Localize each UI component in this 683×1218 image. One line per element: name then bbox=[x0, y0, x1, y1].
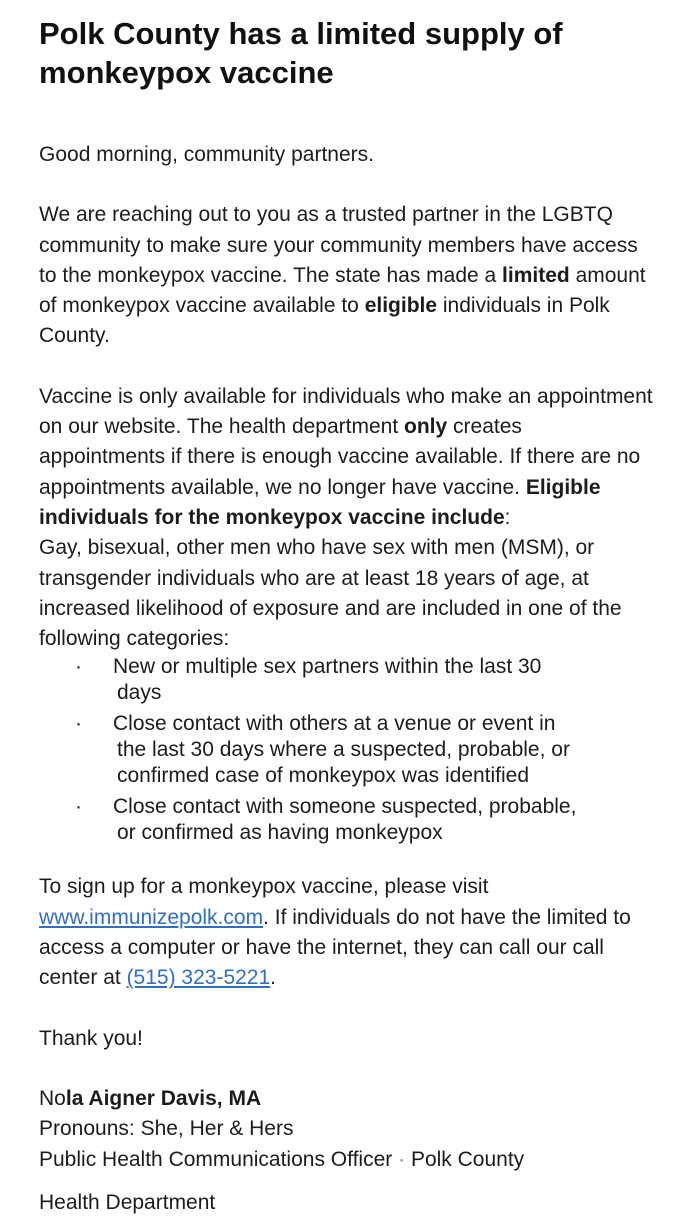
signature-name-bold: la Aigner Davis, MA bbox=[65, 1086, 262, 1110]
eligibility-colon: : bbox=[504, 505, 511, 529]
eligibility-bold-only: only bbox=[404, 415, 448, 439]
closing: Thank you! bbox=[39, 1026, 143, 1050]
email-title: Polk County has a limited supply of monkeypox vaccine bbox=[39, 16, 563, 90]
signup-text-2: . If individuals do not have the limited to access a computer or have the internet, they can call our call center at bbox=[39, 905, 631, 990]
list-item-line2: days bbox=[117, 681, 162, 705]
signature-name bbox=[39, 1084, 653, 1114]
signature-role: Public Health Communications Officer bbox=[39, 1147, 393, 1171]
eligibility-paragraph bbox=[39, 382, 653, 655]
intro-text-1: We are reaching out to you as a trusted partner in the LGBTQ community to make sure your community members have access to the monkeypox vaccine. The state has made a bbox=[39, 203, 638, 287]
intro-text-3: individuals in Polk County. bbox=[39, 294, 610, 348]
intro-bold-limited: limited bbox=[502, 263, 570, 287]
phone-link[interactable]: (515) 323-5221 bbox=[126, 966, 271, 990]
eligibility-criteria: Gay, bisexual, other men who have sex with men (MSM), or transgender individuals who are at least 18 years of age, at increased likelihood of exposure and are included in one of the following categories: bbox=[39, 536, 622, 651]
list-item-line1: Close contact with others at a venue or event in bbox=[113, 712, 556, 736]
greeting: Good morning, community partners. bbox=[39, 143, 374, 166]
website-link[interactable]: www.immunizepolk.com bbox=[39, 905, 264, 929]
intro-text-2: amount of monkeypox vaccine available to bbox=[39, 263, 646, 318]
eligibility-list bbox=[39, 654, 653, 846]
signup-paragraph bbox=[39, 872, 653, 993]
bullet-glyph: · bbox=[75, 655, 82, 679]
signature-cut-line: Health Department bbox=[39, 1191, 216, 1214]
signature-pronouns: Pronouns: She, Her & Hers bbox=[39, 1117, 294, 1141]
signup-text-1: To sign up for a monkeypox vaccine, please visit bbox=[39, 875, 489, 899]
list-item-line2: or confirmed as having monkeypox bbox=[117, 821, 443, 845]
signature-separator: · bbox=[398, 1147, 406, 1171]
signature-block bbox=[39, 1084, 653, 1175]
eligibility-bold-heading: Eligible individuals for the monkeypox vaccine include bbox=[39, 475, 601, 529]
bullet-glyph: · bbox=[75, 712, 82, 736]
list-item-line1: Close contact with someone suspected, probable, bbox=[113, 795, 577, 819]
bullet-glyph: · bbox=[75, 795, 82, 819]
list-item bbox=[39, 711, 653, 789]
intro-bold-eligible: eligible bbox=[364, 294, 438, 318]
list-item bbox=[39, 654, 653, 706]
list-item bbox=[39, 794, 653, 846]
signature-name-plain: No bbox=[39, 1086, 66, 1110]
signature-org: Polk County bbox=[410, 1147, 525, 1171]
eligibility-text-2: creates appointments if there is enough vaccine available. If there are no appointments available, we no longer have vaccine. bbox=[39, 415, 641, 499]
list-item-line1: New or multiple sex partners within the last 30 bbox=[113, 655, 542, 679]
signup-text-3: . bbox=[270, 966, 277, 990]
eligibility-text-1: Vaccine is only available for individuals who make an appointment on our website. The health department bbox=[39, 384, 653, 439]
intro-paragraph bbox=[39, 200, 653, 351]
signature-title bbox=[39, 1145, 653, 1175]
list-item-line2: the last 30 days where a suspected, probable, or confirmed case of monkeypox was identified bbox=[117, 738, 570, 788]
